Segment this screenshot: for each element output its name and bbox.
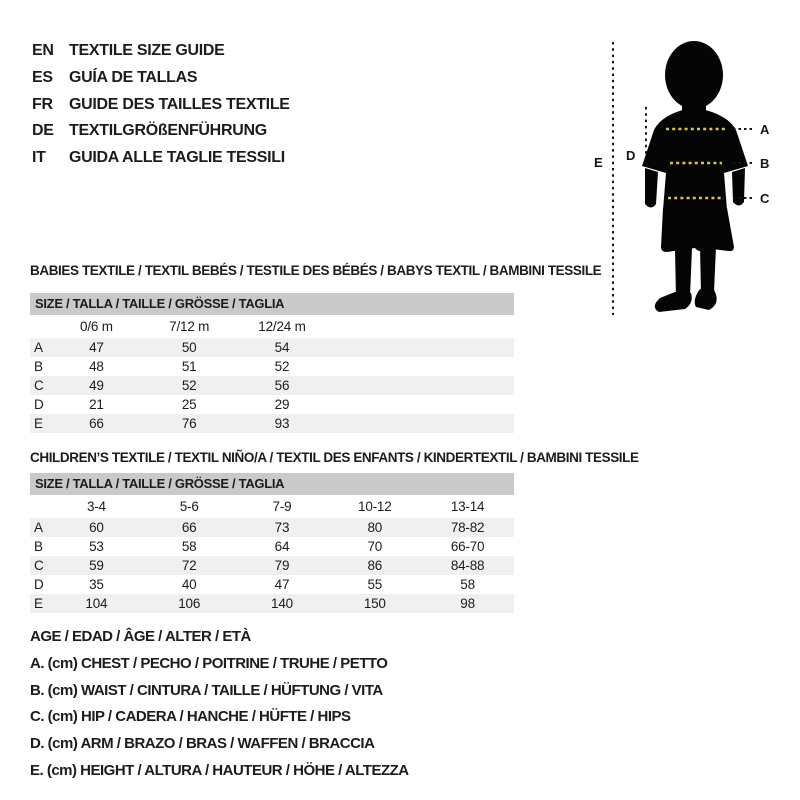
- measure-label-c: C: [760, 191, 770, 206]
- row-label: B: [34, 359, 43, 374]
- language-title: GUIDA ALLE TAGLIE TESSILI: [69, 149, 285, 167]
- language-row-es: [32, 65, 290, 92]
- language-row-en: [32, 38, 290, 65]
- childrens-size-table: [30, 473, 514, 613]
- table-cell: 58: [460, 577, 475, 592]
- language-title-list: [32, 38, 290, 172]
- table-cell: 104: [85, 596, 108, 611]
- legend-height: E. (cm) HEIGHT / ALTURA / HAUTEUR / HÖHE / ALTEZZA: [30, 761, 409, 779]
- measure-label-d: D: [626, 148, 636, 163]
- table-cell: 70: [367, 539, 383, 554]
- table-cell: 93: [274, 416, 290, 431]
- table-cell: 56: [274, 378, 290, 393]
- table-cell: 55: [367, 577, 383, 592]
- table-row: [30, 414, 514, 433]
- childrens-section-title: CHILDREN’S TEXTILE / TEXTIL NIÑO/A / TEXTIL DES ENFANTS / KINDERTEXTIL / BAMBINI TESSILE: [30, 450, 639, 465]
- column-header: 5-6: [179, 499, 199, 514]
- table-cell: 52: [181, 378, 197, 393]
- table-row: [30, 518, 514, 537]
- table-cell: 54: [274, 340, 290, 355]
- row-label: C: [34, 558, 44, 573]
- table-cell: 150: [363, 596, 386, 611]
- column-header: 3-4: [86, 499, 106, 514]
- column-header: 10-12: [358, 499, 392, 514]
- table-cell: 35: [89, 577, 104, 592]
- row-label: E: [34, 416, 43, 431]
- language-title: TEXTILGRÖßENFÜHRUNG: [69, 122, 267, 140]
- table-cell: 29: [274, 397, 290, 412]
- legend-age: AGE / EDAD / ÂGE / ALTER / ETÀ: [30, 628, 251, 645]
- table-cell: 76: [181, 416, 197, 431]
- table-cell: 86: [367, 558, 383, 573]
- table-cell: 60: [89, 520, 104, 535]
- language-row-fr: [32, 92, 290, 119]
- table-cell: 72: [181, 558, 197, 573]
- babies-size-table: [30, 293, 514, 433]
- language-title: GUIDE DES TAILLES TEXTILE: [69, 95, 290, 113]
- table-cell: 98: [460, 596, 475, 611]
- legend-hip: C. (cm) HIP / CADERA / HANCHE / HÜFTE / HIPS: [30, 708, 351, 726]
- row-label: E: [34, 596, 43, 611]
- legend-waist: B. (cm) WAIST / CINTURA / TAILLE / HÜFTUNG / VITA: [30, 681, 383, 699]
- column-header: 7-9: [272, 499, 292, 514]
- row-label: A: [34, 340, 43, 355]
- table-row: [30, 575, 514, 594]
- table-cell: 58: [181, 539, 197, 554]
- table-cell: 64: [274, 539, 290, 554]
- language-code: IT: [32, 149, 46, 167]
- table-row: [30, 357, 514, 376]
- table-row: [30, 338, 514, 357]
- table-cell: 66-70: [450, 539, 485, 554]
- column-header: 7/12 m: [169, 319, 210, 334]
- table-cell: 78-82: [450, 520, 485, 535]
- table-cell: 53: [89, 539, 104, 554]
- table-cell: [30, 495, 50, 518]
- legend-arm: D. (cm) ARM / BRAZO / BRAS / WAFFEN / BRACCIA: [30, 735, 375, 753]
- column-header: 12/24 m: [258, 319, 306, 334]
- table-row: [30, 594, 514, 613]
- measurement-legend: [30, 624, 409, 785]
- child-silhouette-diagram: [588, 28, 800, 320]
- column-header: 0/6 m: [80, 319, 113, 334]
- measurement-figure: [588, 28, 800, 320]
- table-cell: 40: [181, 577, 197, 592]
- babies-section-title: BABIES TEXTILE / TEXTIL BEBÉS / TESTILE DES BÉBÉS / BABYS TEXTIL / BAMBINI TESSILE: [30, 263, 602, 278]
- size-header-bar: SIZE / TALLA / TAILLE / GRÖSSE / TAGLIA: [30, 473, 514, 495]
- table-row: [30, 376, 514, 395]
- row-label: D: [34, 397, 44, 412]
- table-cell: 73: [274, 520, 290, 535]
- language-code: FR: [32, 95, 53, 113]
- table-cell: 48: [89, 359, 104, 374]
- table-cell: 50: [181, 340, 197, 355]
- language-row-de: [32, 118, 290, 145]
- childrens-column-header-row: [30, 495, 514, 518]
- row-label: A: [34, 520, 43, 535]
- table-cell: 47: [274, 577, 290, 592]
- table-cell: 51: [181, 359, 197, 374]
- size-header-bar: SIZE / TALLA / TAILLE / GRÖSSE / TAGLIA: [30, 293, 514, 315]
- table-cell: 66: [181, 520, 197, 535]
- table-cell: 49: [89, 378, 104, 393]
- table-cell: 79: [274, 558, 290, 573]
- table-cell: 59: [89, 558, 104, 573]
- table-cell: 21: [89, 397, 104, 412]
- table-row: [30, 395, 514, 414]
- table-cell: 47: [89, 340, 104, 355]
- language-code: ES: [32, 68, 53, 86]
- table-cell: 66: [89, 416, 104, 431]
- language-title: TEXTILE SIZE GUIDE: [69, 42, 225, 59]
- table-row: [30, 537, 514, 556]
- child-silhouette: [642, 41, 748, 312]
- legend-chest: A. (cm) CHEST / PECHO / POITRINE / TRUHE / PETTO: [30, 654, 388, 672]
- table-cell: 25: [181, 397, 197, 412]
- table-cell: 84-88: [450, 558, 485, 573]
- language-title: GUÍA DE TALLAS: [69, 68, 198, 86]
- table-row: [30, 556, 514, 575]
- language-row-it: [32, 145, 290, 172]
- measure-label-b: B: [760, 156, 770, 171]
- table-cell: [30, 315, 50, 338]
- table-cell: 80: [367, 520, 383, 535]
- table-cell: 52: [274, 359, 290, 374]
- language-code: DE: [32, 122, 54, 140]
- table-cell: 140: [271, 596, 293, 611]
- table-cell: 106: [178, 596, 201, 611]
- row-label: D: [34, 577, 44, 592]
- measure-label-a: A: [760, 122, 770, 137]
- language-code: EN: [32, 42, 54, 59]
- row-label: C: [34, 378, 44, 393]
- babies-column-header-row: [30, 315, 514, 338]
- row-label: B: [34, 539, 43, 554]
- measure-label-e: E: [594, 155, 603, 170]
- column-header: 13-14: [450, 499, 485, 514]
